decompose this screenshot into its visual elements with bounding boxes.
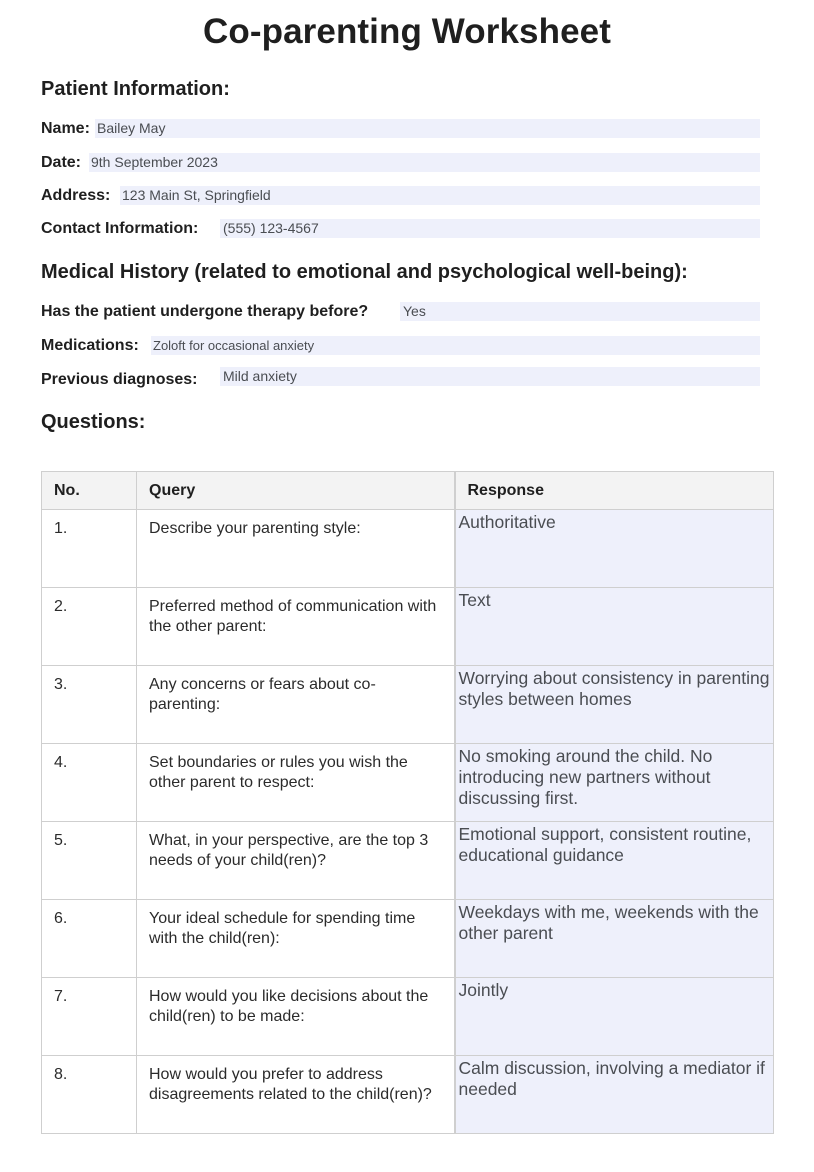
- date-label: Date:: [41, 154, 82, 171]
- row-response[interactable]: Emotional support, consistent routine, educational guidance: [455, 822, 774, 900]
- row-response[interactable]: Worrying about consistency in parenting styles between homes: [455, 666, 774, 744]
- row-query: Your ideal schedule for spending time with the child(ren):: [137, 900, 455, 978]
- page-title: Co-parenting Worksheet: [203, 12, 611, 51]
- table-row: [42, 900, 774, 978]
- date-field[interactable]: 9th September 2023: [89, 153, 760, 172]
- table-row: [42, 744, 774, 822]
- contact-field[interactable]: (555) 123-4567: [220, 219, 760, 238]
- medications-label: Medications:: [41, 337, 139, 354]
- address-field[interactable]: 123 Main St, Springfield: [120, 186, 760, 205]
- medications-field[interactable]: Zoloft for occasional anxiety: [151, 336, 760, 355]
- row-number: 6.: [42, 900, 137, 978]
- questions-heading: Questions:: [41, 411, 146, 433]
- medical-history-heading: Medical History (related to emotional and psychological well-being):: [41, 261, 688, 283]
- contact-label: Contact Information:: [41, 220, 199, 237]
- address-row: [41, 186, 114, 206]
- therapy-field[interactable]: Yes: [400, 302, 760, 321]
- therapy-label: Has the patient undergone therapy before?: [41, 303, 369, 320]
- row-number: 1.: [42, 510, 137, 588]
- row-response[interactable]: Text: [455, 588, 774, 666]
- medications-row: [41, 336, 143, 356]
- diagnoses-label: Previous diagnoses:: [41, 371, 198, 388]
- row-number: 7.: [42, 978, 137, 1056]
- row-number: 3.: [42, 666, 137, 744]
- row-response[interactable]: No smoking around the child. No introducing new partners without discussing first.: [455, 744, 774, 822]
- row-query: Preferred method of communication with the other parent:: [137, 588, 455, 666]
- patient-info-heading: Patient Information:: [41, 78, 230, 100]
- column-header-no: No.: [42, 472, 137, 510]
- row-number: 2.: [42, 588, 137, 666]
- column-header-query: Query: [137, 472, 455, 510]
- contact-row: [41, 219, 202, 239]
- table-row: [42, 510, 774, 588]
- row-response[interactable]: Calm discussion, involving a mediator if needed: [455, 1056, 774, 1134]
- name-label: Name:: [41, 120, 90, 137]
- diagnoses-row: [41, 370, 202, 390]
- row-query: Any concerns or fears about co-parenting:: [137, 666, 455, 744]
- column-header-response: Response: [455, 472, 774, 510]
- row-response[interactable]: Weekdays with me, weekends with the other parent: [455, 900, 774, 978]
- row-number: 8.: [42, 1056, 137, 1134]
- row-query: What, in your perspective, are the top 3 needs of your child(ren)?: [137, 822, 455, 900]
- table-row: [42, 822, 774, 900]
- table-row: [42, 588, 774, 666]
- row-query: How would you prefer to address disagreements related to the child(ren)?: [137, 1056, 455, 1134]
- diagnoses-field[interactable]: Mild anxiety: [220, 367, 760, 386]
- row-response[interactable]: Authoritative: [455, 510, 774, 588]
- table-row: [42, 666, 774, 744]
- table-row: [42, 1056, 774, 1134]
- row-query: Set boundaries or rules you wish the other parent to respect:: [137, 744, 455, 822]
- questions-table: [41, 471, 774, 1134]
- row-response[interactable]: Jointly: [455, 978, 774, 1056]
- table-row: [42, 978, 774, 1056]
- row-number: 4.: [42, 744, 137, 822]
- date-row: [41, 153, 85, 173]
- name-row: [41, 119, 94, 139]
- therapy-row: [41, 302, 372, 322]
- address-label: Address:: [41, 187, 111, 204]
- table-header-row: [42, 472, 774, 510]
- row-number: 5.: [42, 822, 137, 900]
- row-query: Describe your parenting style:: [137, 510, 455, 588]
- name-field[interactable]: Bailey May: [95, 119, 760, 138]
- row-query: How would you like decisions about the child(ren) to be made:: [137, 978, 455, 1056]
